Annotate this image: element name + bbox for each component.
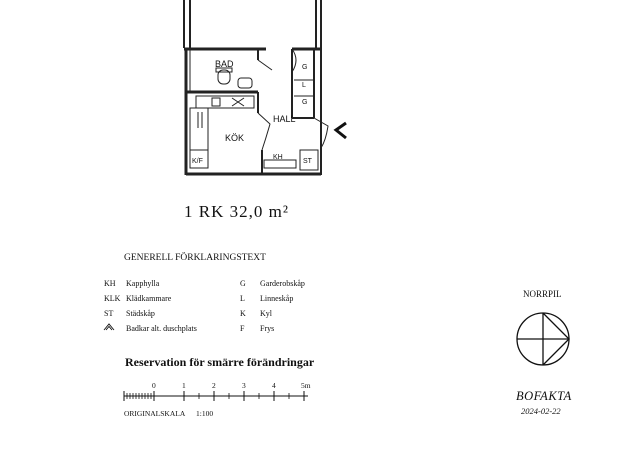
scale-label: ORIGINALSKALA <box>124 409 186 418</box>
bath-fixtures <box>190 50 252 92</box>
legend-code: K <box>240 309 246 318</box>
legend-text: Städskåp <box>126 309 155 318</box>
scale-bar <box>124 381 311 418</box>
fixture-label-wardrobe-3: G <box>302 99 308 106</box>
apartment-summary: 1 RK 32,0 m² <box>184 202 289 221</box>
brand-name: BOFAKTA <box>516 389 572 403</box>
brand-date: 2024-02-22 <box>521 406 561 416</box>
legend-code: F <box>240 324 245 333</box>
scale-ratio: 1:100 <box>196 409 214 418</box>
scale-tick-label: 4 <box>272 381 276 390</box>
room-label-bath: BAD <box>215 59 234 69</box>
north-arrow-icon <box>517 313 569 365</box>
legend <box>104 251 305 333</box>
scale-tick-label: 5m <box>301 381 311 390</box>
legend-code: L <box>240 294 245 303</box>
legend-text: Kapphylla <box>126 279 160 288</box>
legend-text: Garderobskåp <box>260 279 305 288</box>
legend-code: G <box>240 279 246 288</box>
legend-code: KH <box>104 279 116 288</box>
north-label: NORRPIL <box>523 289 562 299</box>
scale-tick-label: 3 <box>242 381 246 390</box>
legend-code: ST <box>104 309 114 318</box>
legend-text: Frys <box>260 324 275 333</box>
scale-tick-label: 1 <box>182 381 186 390</box>
scale-tick-label: 0 <box>152 381 156 390</box>
entrance-arrow-icon <box>336 123 346 138</box>
legend-heading: GENERELL FÖRKLARINGSTEXT <box>124 253 266 263</box>
fixture-label-st: ST <box>303 158 312 165</box>
north-arrow <box>517 289 569 365</box>
legend-code: KLK <box>104 294 121 303</box>
reservation-note: Reservation för smärre förändringar <box>125 355 315 369</box>
room-label-kitchen: KÖK <box>225 133 245 143</box>
fixture-label-kf: K/F <box>192 158 203 165</box>
legend-text: Kyl <box>260 309 272 318</box>
legend-text: Linneskåp <box>260 294 294 303</box>
legend-text: Klädkammare <box>126 294 172 303</box>
fixture-label-wardrobe-2: L <box>302 82 306 89</box>
shower-icon <box>104 324 114 330</box>
scale-tick-label: 2 <box>212 381 216 390</box>
fixture-label-wardrobe-1: G <box>302 64 308 71</box>
room-label-hall: HALL <box>273 114 296 124</box>
legend-text: Badkar alt. duschplats <box>126 324 197 333</box>
fixture-label-kh: KH <box>273 154 283 161</box>
floor-plan <box>184 0 346 175</box>
